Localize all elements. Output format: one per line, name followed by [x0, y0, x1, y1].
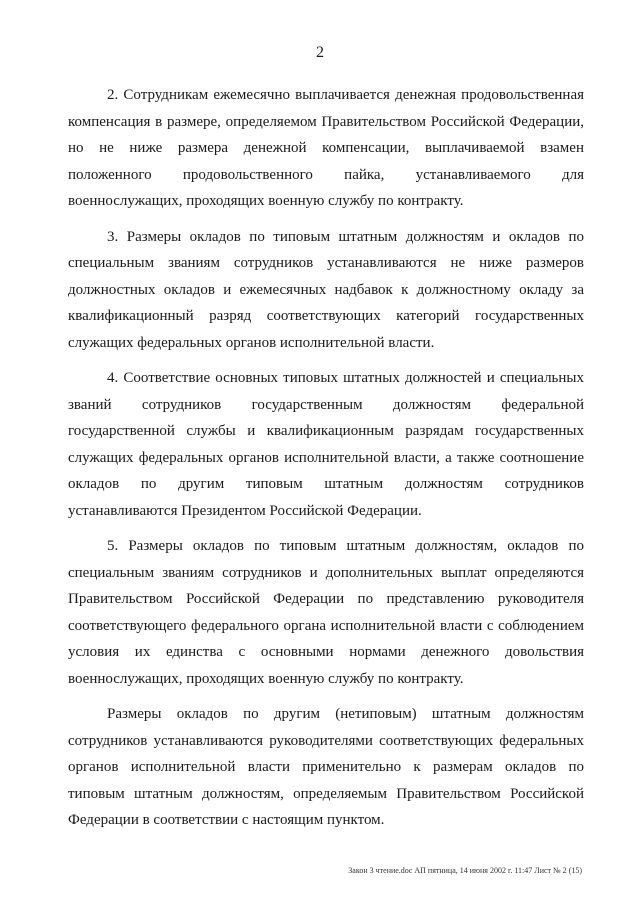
document-footer: Закон 3 чтение.doc АП пятница, 14 июня 2002 г. 11:47 Лист № 2 (15)	[348, 866, 582, 875]
paragraph-3: 3. Размеры окладов по типовым штатным должностям и окладов по специальным званиям сотрудников устанавливаются не ниже размеров должностных окладов и ежемесячных надбавок к должностному окладу за квалификационный разряд соответствующих категорий государственных служащих федеральных органов исполнительной власти.	[68, 228, 584, 351]
paragraph-5: 5. Размеры окладов по типовым штатным должностям, окладов по специальным званиям сотрудников и дополнительных выплат определяются Правительством Российской Федерации по представлению руководителя соответствующего федерального органа исполнительной власти с соблюдением условия их единства с основными нормами денежного довольствия военнослужащих, проходящих военную службу по контракту.	[68, 538, 584, 687]
document-body	[68, 82, 584, 843]
paragraph-4: 4. Соответствие основных типовых штатных должностей и специальных званий сотрудников государственным должностям федеральной государственной службы и квалификационным разрядам государственных служащих федеральных органов исполнительной власти, а также соотношение окладов по другим типовым штатным должностям сотрудников устанавливаются Президентом Российской Федерации.	[68, 370, 584, 519]
page-number: 2	[316, 44, 324, 61]
paragraph-2: 2. Сотрудникам ежемесячно выплачивается денежная продовольственная компенсация в размере, определяемом Правительством Российской Федерации, но не ниже размера денежной компенсации, выплачиваемой взамен положенного продовольственного пайка, устанавливаемого для военнослужащих, проходящих военную службу по контракту.	[68, 87, 584, 209]
paragraph-5-continuation: Размеры окладов по другим (нетиповым) штатным должностям сотрудников устанавливаются руководителями соответствующих федеральных органов исполнительной власти применительно к размерам окладов по типовым штатным должностям, определяемым Правительством Российской Федерации в соответствии с настоящим пунктом.	[68, 706, 584, 828]
